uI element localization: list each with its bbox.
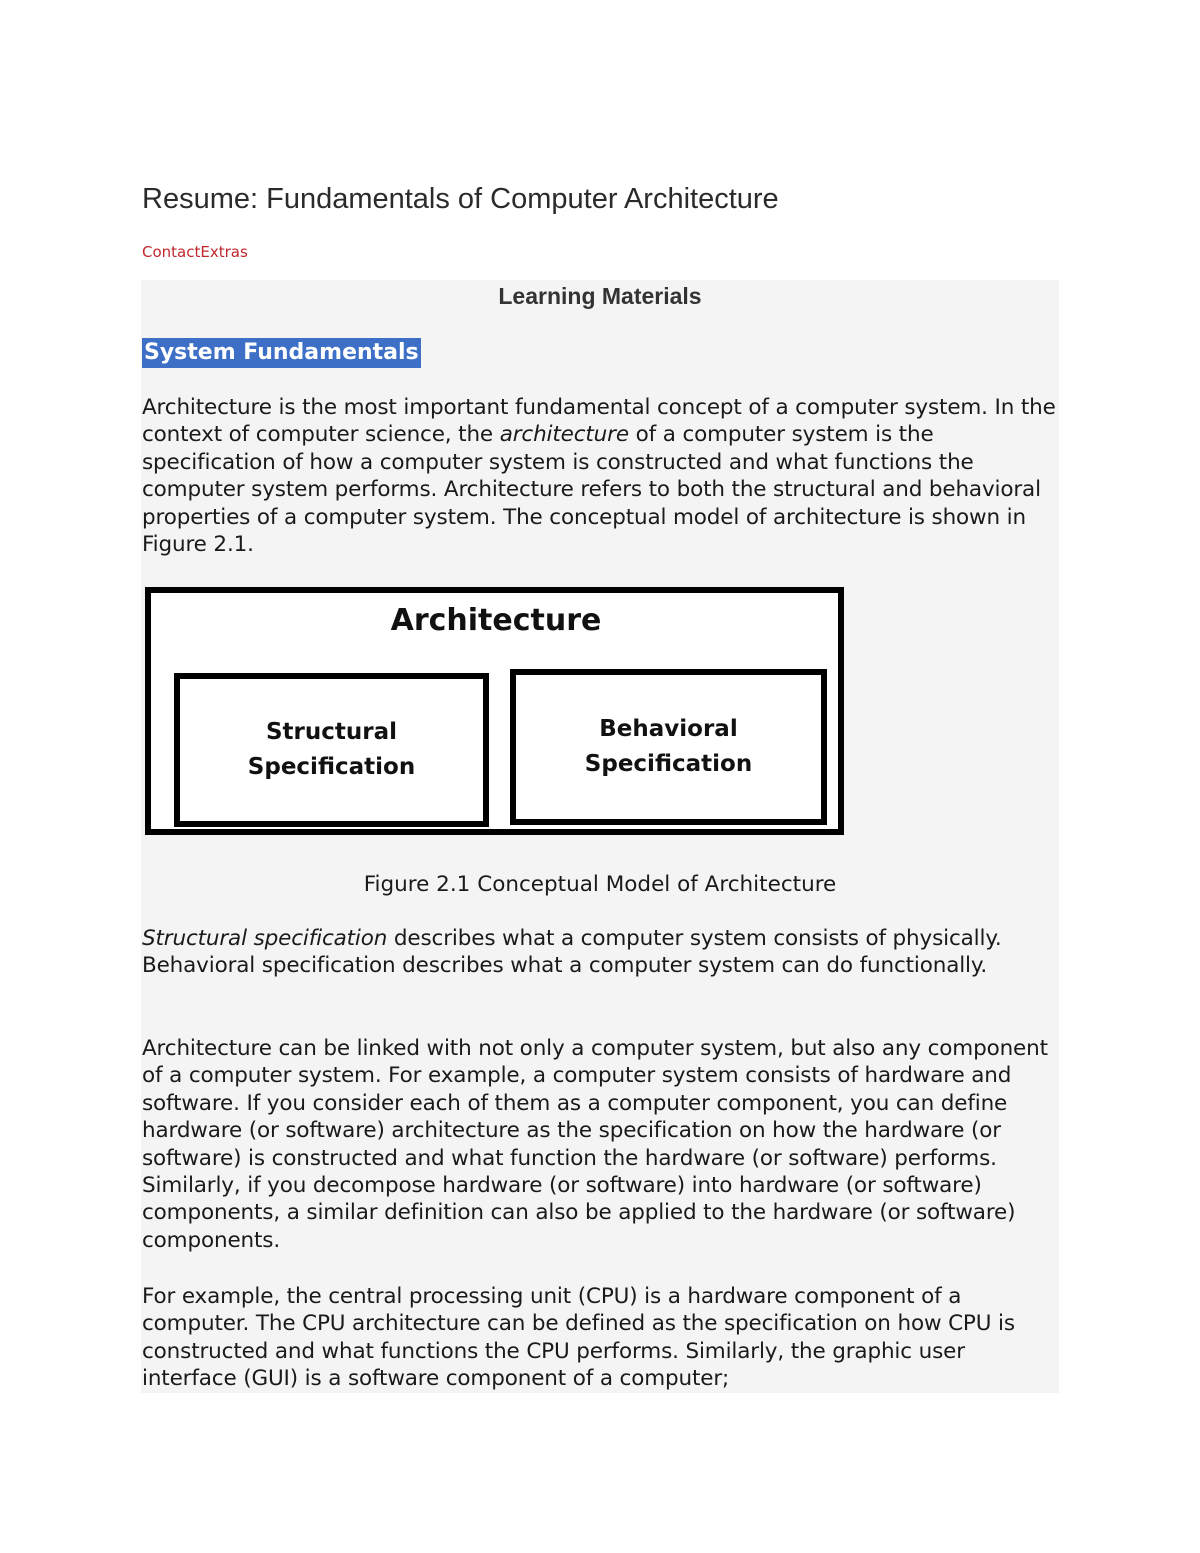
emphasis-architecture: architecture xyxy=(499,422,629,448)
figure-caption: Figure 2.1 Conceptual Model of Architecture xyxy=(363,872,837,897)
paragraph-architecture-intro xyxy=(142,394,1059,558)
document-title: Resume: Fundamentals of Computer Architecture xyxy=(142,183,779,215)
paragraph-text: of a computer system is the specification of how a computer system is constructed and what functions the computer system performs. Architecture refers to both the structural and behavioral properties of a computer system. The conceptual model of architecture is shown in Figure 2.1. xyxy=(142,422,1041,558)
architecture-diagram xyxy=(145,587,844,835)
paragraph-components: Architecture can be linked with not only a computer system, but also any component of a computer system. For example, a computer system consists of hardware and software. If you consider each of them as a computer component, you can define hardware (or software) architecture as the specification on how the hardware (or software) is constructed and what function the hardware (or software) performs. Similarly, if you decompose hardware (or software) into hardware (or software) components, a similar definition can also be applied to the hardware (or software) components. xyxy=(142,1036,1048,1253)
paragraph-cpu-example: For example, the central processing unit (CPU) is a hardware component of a computer. The CPU architecture can be defined as the specification on how CPU is constructed and what functions the CPU performs. Similarly, the graphic user interface (GUI) is a software component of a computer; xyxy=(142,1284,1015,1392)
structural-specification-box xyxy=(174,673,489,827)
paragraph-specifications xyxy=(142,925,1059,980)
paragraph-text: describes what a computer system consists of physically. Behavioral specification describes what a computer system can do functionally. xyxy=(142,926,1002,979)
contact-extras-link[interactable]: ContactExtras xyxy=(142,243,248,261)
paragraph-text: Architecture is the most important fundamental concept of a computer system. In the context of computer science, the xyxy=(142,395,1056,448)
section-heading: System Fundamentals xyxy=(142,338,421,368)
structural-specification-label: Structural Specification xyxy=(247,719,416,780)
emphasis-structural-specification: Structural specification xyxy=(142,926,388,951)
panel-heading: Learning Materials xyxy=(498,283,702,309)
learning-materials-panel xyxy=(141,280,1059,1393)
diagram-title: Architecture xyxy=(390,603,602,638)
behavioral-specification-box xyxy=(510,669,827,825)
behavioral-specification-label: Behavioral Specification xyxy=(584,716,753,777)
